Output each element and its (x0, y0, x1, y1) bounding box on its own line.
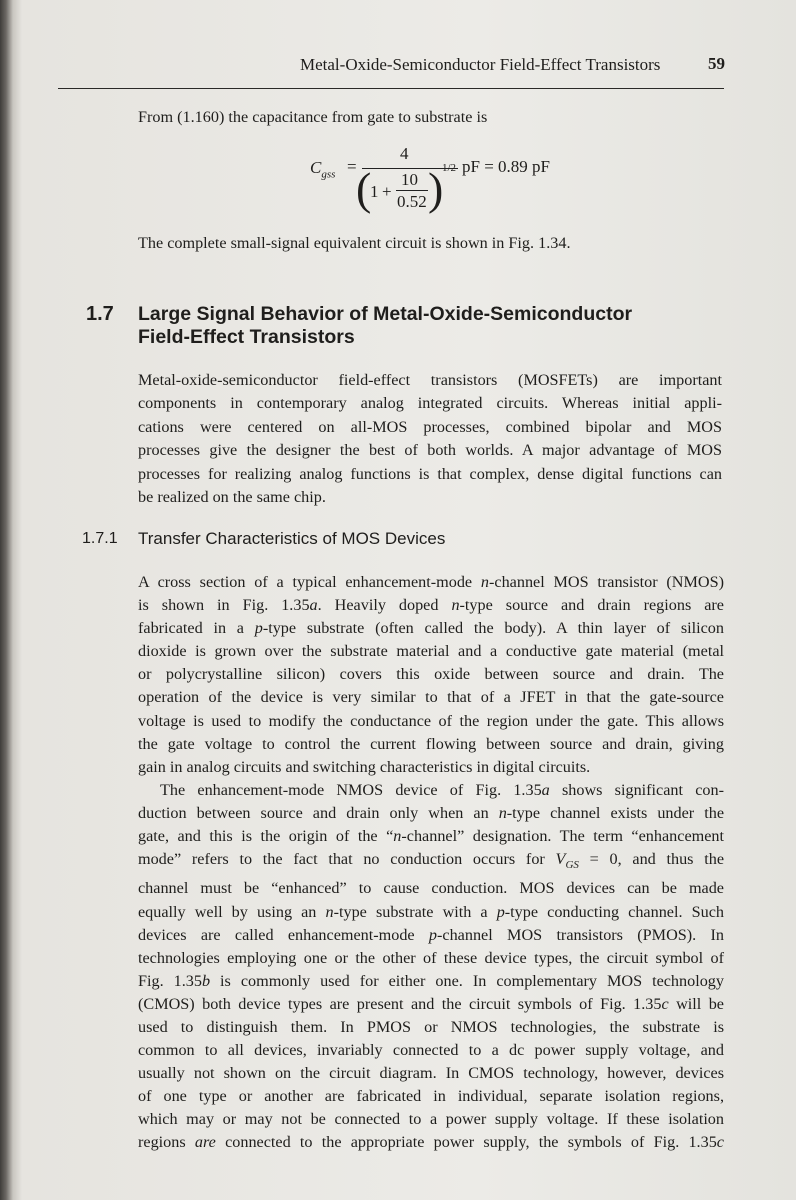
section-number: 1.7 (86, 303, 114, 325)
section-paragraph: Metal-oxide-semiconductor field-effect transistors (MOSFETs) are important components in contemporary analog integrated circuits. Whereas initial appli- cations were centered on all-MOS processes, combined bipolar and MOS processes give the designer the best of both worlds. A major advantage of MOS processes for realizing analog functions is that complex, dense digital functions can be realized on the same chip. (138, 371, 722, 507)
equation-inner-denominator: 0.52 (397, 192, 427, 211)
right-paren: ) (428, 163, 444, 214)
section-title: Large Signal Behavior of Metal-Oxide-Semiconductor Field-Effect Transistors (138, 303, 633, 348)
equation-plus: + (382, 182, 392, 201)
intro-line: From (1.160) the capacitance from gate to substrate is (138, 108, 488, 126)
running-header-title: Metal-Oxide-Semiconductor Field-Effect Transistors (300, 55, 661, 74)
equation-exponent: 1/2 (442, 162, 457, 174)
left-paren: ( (356, 163, 372, 214)
body-text: A cross section of a typical enhancement-mode n-channel MOS transistor (NMOS) is shown in Fig. 1.35a. Heavily doped n-type source and drain regions are fabricated in a p-type substrate (often called the body). A thin layer of silicon dioxide is grown over the substrate material and a conductive gate material (metal or polycrystalline silicon) covers this oxide between source and drain. The operation of the device is very similar to that of a JFET in that the gate-source voltage is used to modify the conductance of the region under the gate. This allows the gate voltage to control the current flowing between source and drain, giving gain in analog circuits and switching characteristics in digital circuits. The enhancement-mode NMOS device of Fig. 1.35a shows significant con- duction between source and drain only when an n-type channel exists under the gate, and this is the origin of the “n-channel” designation. The term “enhancement mode” refers to the fact that no conduction occurs for $V_{GS} = 0$, and thus the channel must be “enhanced” to cause conduction. MOS devices can be made equally well by using an n-type substrate with a p-type conducting channel. Such devices are called enhancement-mode p-channel MOS transistors (PMOS). In technologies employing one or the other of these device types, the circuit symbol of Fig. 1.35b is commonly used for either one. In complementary MOS technology (CMOS) both device types are present and the circuit symbols of Fig. 1.35c will be used to distinguish them. In PMOS or NMOS technologies, the substrate is common to all devices, invariably connected to a dc power supply voltage, and usually not shown on the circuit diagram. In CMOS technology, however, devices of one type or another are fabricated in individual, separate isolation regions, which may or may not be connected to a power supply voltage. If these isolation regions are connected to the appropriate power supply, the symbols of Fig. 1.35c (138, 573, 725, 1152)
subsection-number: 1.7.1 (82, 530, 118, 547)
equation-lhs: $C_{gss}$ (310, 158, 336, 181)
equation-inner-one: 1 (370, 182, 379, 201)
circuit-line: The complete small-signal equivalent circuit is shown in Fig. 1.34. (138, 234, 571, 252)
equation (310, 146, 610, 221)
page-number: 59 (708, 54, 725, 73)
inner-fraction-bar (396, 190, 428, 191)
equation-inner-numerator: 10 (401, 170, 418, 189)
equation-numerator: 4 (400, 144, 409, 163)
equation-equals: = (347, 157, 357, 176)
header-rule (58, 88, 724, 89)
equation-result: pF = 0.89 pF (462, 157, 550, 176)
subsection-title: Transfer Characteristics of MOS Devices (138, 529, 446, 548)
